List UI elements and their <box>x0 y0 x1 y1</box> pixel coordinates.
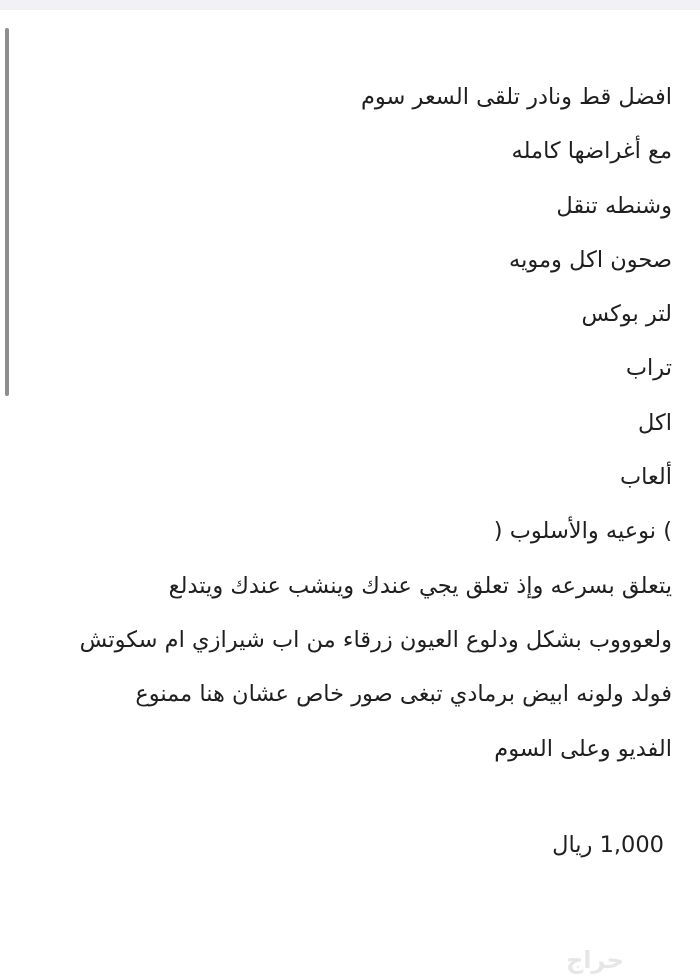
description-line: ولعوووب بشكل ودلوع العيون زرقاء من اب شيرازي ام سكوتش <box>79 626 672 653</box>
description-line: يتعلق بسرعه وإذ تعلق يجي عندك وينشب عندك ويتدلع <box>168 572 672 599</box>
description-line: صحون اكل ومويه <box>509 246 672 273</box>
description-line: لتر بوكس <box>581 301 672 328</box>
top-bar <box>0 0 700 10</box>
description-line: فولد ولونه ابيض برمادي تبغى صور خاص عشان هنا ممنوع <box>135 681 672 708</box>
description-line: تراب <box>625 355 672 382</box>
description-line: وشنطه تنقل <box>556 192 672 219</box>
watermark-logo: حراج <box>566 946 624 974</box>
description-line: اكل <box>637 409 672 436</box>
listing-description <box>32 70 672 776</box>
description-line: ألعاب <box>620 464 672 491</box>
scrollbar[interactable] <box>5 28 9 396</box>
description-line: الفديو وعلى السوم <box>494 735 672 762</box>
description-line: افضل قط ونادر تلقى السعر سوم <box>360 84 672 110</box>
description-line: ) نوعيه والأسلوب ( <box>493 518 672 545</box>
description-line: مع أغراضها كامله <box>511 138 672 165</box>
listing-price: 1,000 ريال <box>552 832 664 858</box>
